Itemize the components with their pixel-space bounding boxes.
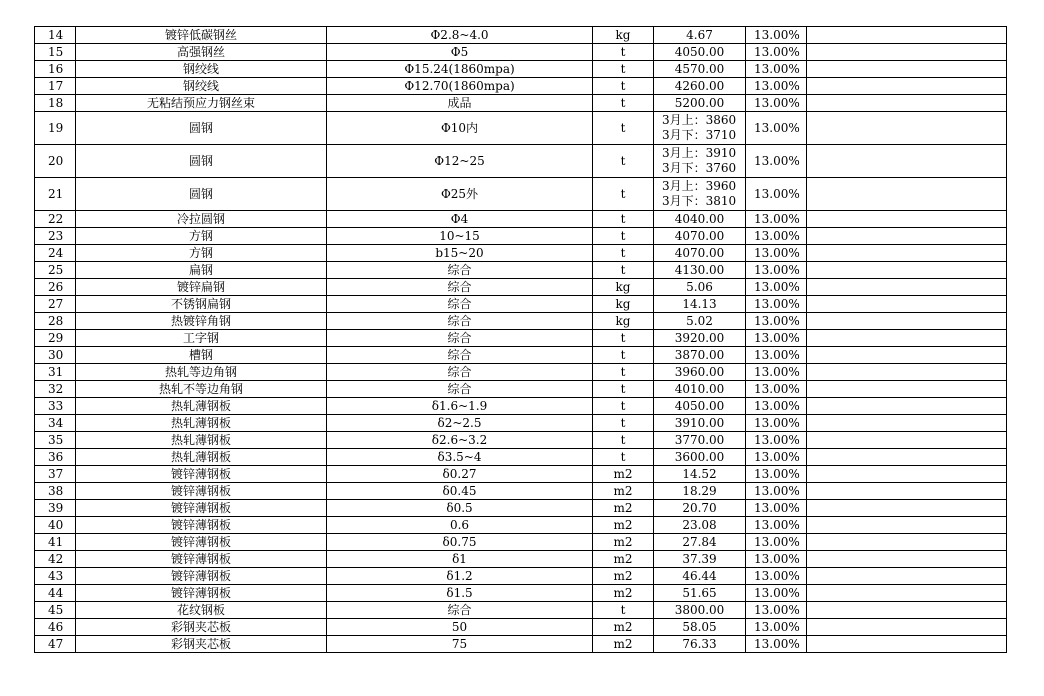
table-row (35, 296, 1007, 313)
price-cell: 4040.00 (654, 211, 746, 228)
unit-cell: kg (593, 296, 654, 313)
price-cell: 46.44 (654, 568, 746, 585)
table-row (35, 449, 1007, 466)
price-cell: 4070.00 (654, 228, 746, 245)
remark-cell (807, 483, 1007, 500)
row-number-cell: 43 (35, 568, 76, 585)
remark-cell (807, 178, 1007, 211)
price-cell: 3920.00 (654, 330, 746, 347)
material-name-cell: 镀锌薄钢板 (76, 551, 327, 568)
tax-rate-cell: 13.00% (746, 61, 807, 78)
unit-cell: t (593, 364, 654, 381)
row-number-cell: 22 (35, 211, 76, 228)
price-cell: 4010.00 (654, 381, 746, 398)
row-number-cell: 36 (35, 449, 76, 466)
unit-cell: t (593, 449, 654, 466)
tax-rate-cell: 13.00% (746, 145, 807, 178)
row-number-cell: 38 (35, 483, 76, 500)
table-row (35, 381, 1007, 398)
remark-cell (807, 44, 1007, 61)
material-name-cell: 镀锌薄钢板 (76, 466, 327, 483)
material-name-cell: 热轧薄钢板 (76, 398, 327, 415)
remark-cell (807, 95, 1007, 112)
table-row (35, 245, 1007, 262)
table-row (35, 313, 1007, 330)
material-name-cell: 方钢 (76, 228, 327, 245)
price-cell (654, 145, 746, 178)
row-number-cell: 15 (35, 44, 76, 61)
unit-cell: t (593, 44, 654, 61)
table-row (35, 551, 1007, 568)
price-line: 3月上：3860 (662, 113, 737, 127)
unit-cell: t (593, 112, 654, 145)
tax-rate-cell: 13.00% (746, 449, 807, 466)
unit-cell: t (593, 347, 654, 364)
unit-cell: t (593, 61, 654, 78)
price-cell (654, 112, 746, 145)
remark-cell (807, 262, 1007, 279)
price-cell: 5.02 (654, 313, 746, 330)
table-row (35, 432, 1007, 449)
tax-rate-cell: 13.00% (746, 44, 807, 61)
table-row (35, 364, 1007, 381)
specification-cell: 综合 (327, 330, 593, 347)
tax-rate-cell: 13.00% (746, 296, 807, 313)
unit-cell: m2 (593, 585, 654, 602)
specification-cell: 综合 (327, 364, 593, 381)
specification-cell: δ1.6~1.9 (327, 398, 593, 415)
price-line: 3月上：3960 (662, 179, 737, 193)
specification-cell: δ2.6~3.2 (327, 432, 593, 449)
material-name-cell: 镀锌薄钢板 (76, 483, 327, 500)
table-row (35, 517, 1007, 534)
remark-cell (807, 534, 1007, 551)
unit-cell: t (593, 262, 654, 279)
price-line: 3月下：3710 (662, 128, 737, 142)
price-cell: 37.39 (654, 551, 746, 568)
specification-cell: Φ12~25 (327, 145, 593, 178)
specification-cell: δ0.27 (327, 466, 593, 483)
tax-rate-cell: 13.00% (746, 178, 807, 211)
price-cell: 3910.00 (654, 415, 746, 432)
material-name-cell: 冷拉圆钢 (76, 211, 327, 228)
row-number-cell: 45 (35, 602, 76, 619)
unit-cell: m2 (593, 619, 654, 636)
material-name-cell: 高强钢丝 (76, 44, 327, 61)
unit-cell: m2 (593, 466, 654, 483)
price-cell: 27.84 (654, 534, 746, 551)
unit-cell: m2 (593, 551, 654, 568)
row-number-cell: 25 (35, 262, 76, 279)
tax-rate-cell: 13.00% (746, 398, 807, 415)
price-line: 3月上：3910 (662, 146, 737, 160)
specification-cell: 综合 (327, 296, 593, 313)
price-cell: 4570.00 (654, 61, 746, 78)
row-number-cell: 21 (35, 178, 76, 211)
row-number-cell: 41 (35, 534, 76, 551)
row-number-cell: 26 (35, 279, 76, 296)
price-cell: 3600.00 (654, 449, 746, 466)
specification-cell: δ0.5 (327, 500, 593, 517)
specification-cell: Φ2.8~4.0 (327, 27, 593, 44)
tax-rate-cell: 13.00% (746, 466, 807, 483)
price-cell: 14.52 (654, 466, 746, 483)
table-row (35, 211, 1007, 228)
price-line: 3月下：3760 (662, 161, 737, 175)
remark-cell (807, 330, 1007, 347)
remark-cell (807, 112, 1007, 145)
price-cell: 51.65 (654, 585, 746, 602)
table-row (35, 636, 1007, 653)
unit-cell: t (593, 398, 654, 415)
tax-rate-cell: 13.00% (746, 551, 807, 568)
tax-rate-cell: 13.00% (746, 602, 807, 619)
remark-cell (807, 466, 1007, 483)
material-name-cell: 热轧不等边角钢 (76, 381, 327, 398)
table-row (35, 27, 1007, 44)
unit-cell: t (593, 602, 654, 619)
tax-rate-cell: 13.00% (746, 228, 807, 245)
price-cell: 18.29 (654, 483, 746, 500)
price-cell (654, 178, 746, 211)
table-row (35, 466, 1007, 483)
row-number-cell: 17 (35, 78, 76, 95)
remark-cell (807, 517, 1007, 534)
tax-rate-cell: 13.00% (746, 211, 807, 228)
price-cell: 23.08 (654, 517, 746, 534)
row-number-cell: 40 (35, 517, 76, 534)
specification-cell: 综合 (327, 347, 593, 364)
tax-rate-cell: 13.00% (746, 364, 807, 381)
material-name-cell: 圆钢 (76, 145, 327, 178)
material-name-cell: 槽钢 (76, 347, 327, 364)
table-row (35, 112, 1007, 145)
remark-cell (807, 381, 1007, 398)
tax-rate-cell: 13.00% (746, 313, 807, 330)
price-table-body (35, 27, 1007, 653)
row-number-cell: 31 (35, 364, 76, 381)
unit-cell: t (593, 228, 654, 245)
tax-rate-cell: 13.00% (746, 27, 807, 44)
specification-cell: δ2~2.5 (327, 415, 593, 432)
remark-cell (807, 415, 1007, 432)
row-number-cell: 47 (35, 636, 76, 653)
material-name-cell: 圆钢 (76, 178, 327, 211)
material-name-cell: 热轧薄钢板 (76, 449, 327, 466)
row-number-cell: 34 (35, 415, 76, 432)
unit-cell: t (593, 145, 654, 178)
price-cell: 58.05 (654, 619, 746, 636)
specification-cell: δ0.45 (327, 483, 593, 500)
remark-cell (807, 636, 1007, 653)
table-row (35, 279, 1007, 296)
table-row (35, 398, 1007, 415)
row-number-cell: 20 (35, 145, 76, 178)
specification-cell: 50 (327, 619, 593, 636)
unit-cell: t (593, 381, 654, 398)
material-name-cell: 工字钢 (76, 330, 327, 347)
table-row (35, 568, 1007, 585)
price-cell: 4070.00 (654, 245, 746, 262)
remark-cell (807, 61, 1007, 78)
specification-cell: Φ5 (327, 44, 593, 61)
specification-cell: δ1 (327, 551, 593, 568)
specification-cell: 75 (327, 636, 593, 653)
row-number-cell: 29 (35, 330, 76, 347)
tax-rate-cell: 13.00% (746, 500, 807, 517)
material-name-cell: 镀锌薄钢板 (76, 568, 327, 585)
remark-cell (807, 279, 1007, 296)
material-name-cell: 钢绞线 (76, 61, 327, 78)
unit-cell: t (593, 432, 654, 449)
table-row (35, 500, 1007, 517)
row-number-cell: 14 (35, 27, 76, 44)
tax-rate-cell: 13.00% (746, 279, 807, 296)
specification-cell: b15~20 (327, 245, 593, 262)
row-number-cell: 16 (35, 61, 76, 78)
row-number-cell: 24 (35, 245, 76, 262)
remark-cell (807, 585, 1007, 602)
remark-cell (807, 313, 1007, 330)
specification-cell: 综合 (327, 262, 593, 279)
remark-cell (807, 27, 1007, 44)
tax-rate-cell: 13.00% (746, 262, 807, 279)
tax-rate-cell: 13.00% (746, 534, 807, 551)
price-cell: 14.13 (654, 296, 746, 313)
table-row (35, 145, 1007, 178)
table-row (35, 228, 1007, 245)
material-name-cell: 镀锌薄钢板 (76, 534, 327, 551)
price-line: 3月下：3810 (662, 194, 737, 208)
row-number-cell: 46 (35, 619, 76, 636)
material-name-cell: 扁钢 (76, 262, 327, 279)
table-row (35, 483, 1007, 500)
unit-cell: m2 (593, 483, 654, 500)
material-name-cell: 花纹钢板 (76, 602, 327, 619)
material-name-cell: 热轧薄钢板 (76, 432, 327, 449)
unit-cell: t (593, 178, 654, 211)
remark-cell (807, 449, 1007, 466)
unit-cell: m2 (593, 517, 654, 534)
price-cell: 20.70 (654, 500, 746, 517)
remark-cell (807, 78, 1007, 95)
tax-rate-cell: 13.00% (746, 432, 807, 449)
price-cell: 4050.00 (654, 398, 746, 415)
specification-cell: Φ10内 (327, 112, 593, 145)
table-row (35, 347, 1007, 364)
unit-cell: t (593, 211, 654, 228)
specification-cell: 综合 (327, 313, 593, 330)
remark-cell (807, 398, 1007, 415)
price-cell: 5.06 (654, 279, 746, 296)
tax-rate-cell: 13.00% (746, 112, 807, 145)
tax-rate-cell: 13.00% (746, 381, 807, 398)
material-name-cell: 不锈钢扁钢 (76, 296, 327, 313)
material-name-cell: 镀锌薄钢板 (76, 500, 327, 517)
material-name-cell: 圆钢 (76, 112, 327, 145)
tax-rate-cell: 13.00% (746, 78, 807, 95)
unit-cell: t (593, 95, 654, 112)
remark-cell (807, 296, 1007, 313)
specification-cell: 成品 (327, 95, 593, 112)
tax-rate-cell: 13.00% (746, 483, 807, 500)
material-name-cell: 镀锌低碳钢丝 (76, 27, 327, 44)
table-row (35, 534, 1007, 551)
unit-cell: t (593, 330, 654, 347)
unit-cell: t (593, 78, 654, 95)
unit-cell: kg (593, 313, 654, 330)
tax-rate-cell: 13.00% (746, 245, 807, 262)
price-cell: 4260.00 (654, 78, 746, 95)
tax-rate-cell: 13.00% (746, 347, 807, 364)
row-number-cell: 42 (35, 551, 76, 568)
table-row (35, 95, 1007, 112)
specification-cell: δ0.75 (327, 534, 593, 551)
tax-rate-cell: 13.00% (746, 330, 807, 347)
price-cell: 3770.00 (654, 432, 746, 449)
remark-cell (807, 500, 1007, 517)
table-row (35, 619, 1007, 636)
tax-rate-cell: 13.00% (746, 415, 807, 432)
remark-cell (807, 228, 1007, 245)
unit-cell: m2 (593, 568, 654, 585)
table-row (35, 415, 1007, 432)
material-name-cell: 方钢 (76, 245, 327, 262)
table-row (35, 178, 1007, 211)
remark-cell (807, 211, 1007, 228)
price-table (34, 26, 1007, 653)
row-number-cell: 33 (35, 398, 76, 415)
row-number-cell: 39 (35, 500, 76, 517)
price-cell: 5200.00 (654, 95, 746, 112)
unit-cell: kg (593, 27, 654, 44)
remark-cell (807, 145, 1007, 178)
specification-cell: Φ4 (327, 211, 593, 228)
unit-cell: m2 (593, 636, 654, 653)
remark-cell (807, 347, 1007, 364)
table-row (35, 44, 1007, 61)
specification-cell: Φ15.24(1860mpa) (327, 61, 593, 78)
row-number-cell: 30 (35, 347, 76, 364)
table-row (35, 330, 1007, 347)
material-name-cell: 无粘结预应力钢丝束 (76, 95, 327, 112)
remark-cell (807, 245, 1007, 262)
material-name-cell: 彩钢夹芯板 (76, 619, 327, 636)
tax-rate-cell: 13.00% (746, 585, 807, 602)
price-cell: 4050.00 (654, 44, 746, 61)
material-name-cell: 热镀锌角钢 (76, 313, 327, 330)
specification-cell: Φ25外 (327, 178, 593, 211)
specification-cell: 综合 (327, 602, 593, 619)
specification-cell: 0.6 (327, 517, 593, 534)
unit-cell: m2 (593, 534, 654, 551)
unit-cell: t (593, 245, 654, 262)
price-cell: 76.33 (654, 636, 746, 653)
specification-cell: Φ12.70(1860mpa) (327, 78, 593, 95)
tax-rate-cell: 13.00% (746, 619, 807, 636)
remark-cell (807, 602, 1007, 619)
specification-cell: δ1.2 (327, 568, 593, 585)
row-number-cell: 44 (35, 585, 76, 602)
table-row (35, 78, 1007, 95)
table-row (35, 61, 1007, 78)
remark-cell (807, 432, 1007, 449)
material-name-cell: 钢绞线 (76, 78, 327, 95)
unit-cell: m2 (593, 500, 654, 517)
tax-rate-cell: 13.00% (746, 636, 807, 653)
material-name-cell: 镀锌薄钢板 (76, 585, 327, 602)
price-cell: 3800.00 (654, 602, 746, 619)
remark-cell (807, 551, 1007, 568)
material-name-cell: 镀锌扁钢 (76, 279, 327, 296)
price-cell: 3960.00 (654, 364, 746, 381)
specification-cell: δ3.5~4 (327, 449, 593, 466)
row-number-cell: 32 (35, 381, 76, 398)
tax-rate-cell: 13.00% (746, 517, 807, 534)
table-row (35, 262, 1007, 279)
unit-cell: t (593, 415, 654, 432)
specification-cell: 综合 (327, 279, 593, 296)
price-cell: 3870.00 (654, 347, 746, 364)
price-cell: 4.67 (654, 27, 746, 44)
table-row (35, 602, 1007, 619)
row-number-cell: 27 (35, 296, 76, 313)
tax-rate-cell: 13.00% (746, 95, 807, 112)
material-name-cell: 镀锌薄钢板 (76, 517, 327, 534)
row-number-cell: 35 (35, 432, 76, 449)
specification-cell: 综合 (327, 381, 593, 398)
unit-cell: kg (593, 279, 654, 296)
material-name-cell: 热轧等边角钢 (76, 364, 327, 381)
remark-cell (807, 364, 1007, 381)
specification-cell: δ1.5 (327, 585, 593, 602)
tax-rate-cell: 13.00% (746, 568, 807, 585)
row-number-cell: 28 (35, 313, 76, 330)
specification-cell: 10~15 (327, 228, 593, 245)
row-number-cell: 19 (35, 112, 76, 145)
table-row (35, 585, 1007, 602)
remark-cell (807, 619, 1007, 636)
price-cell: 4130.00 (654, 262, 746, 279)
remark-cell (807, 568, 1007, 585)
row-number-cell: 18 (35, 95, 76, 112)
row-number-cell: 23 (35, 228, 76, 245)
row-number-cell: 37 (35, 466, 76, 483)
material-name-cell: 彩钢夹芯板 (76, 636, 327, 653)
material-name-cell: 热轧薄钢板 (76, 415, 327, 432)
